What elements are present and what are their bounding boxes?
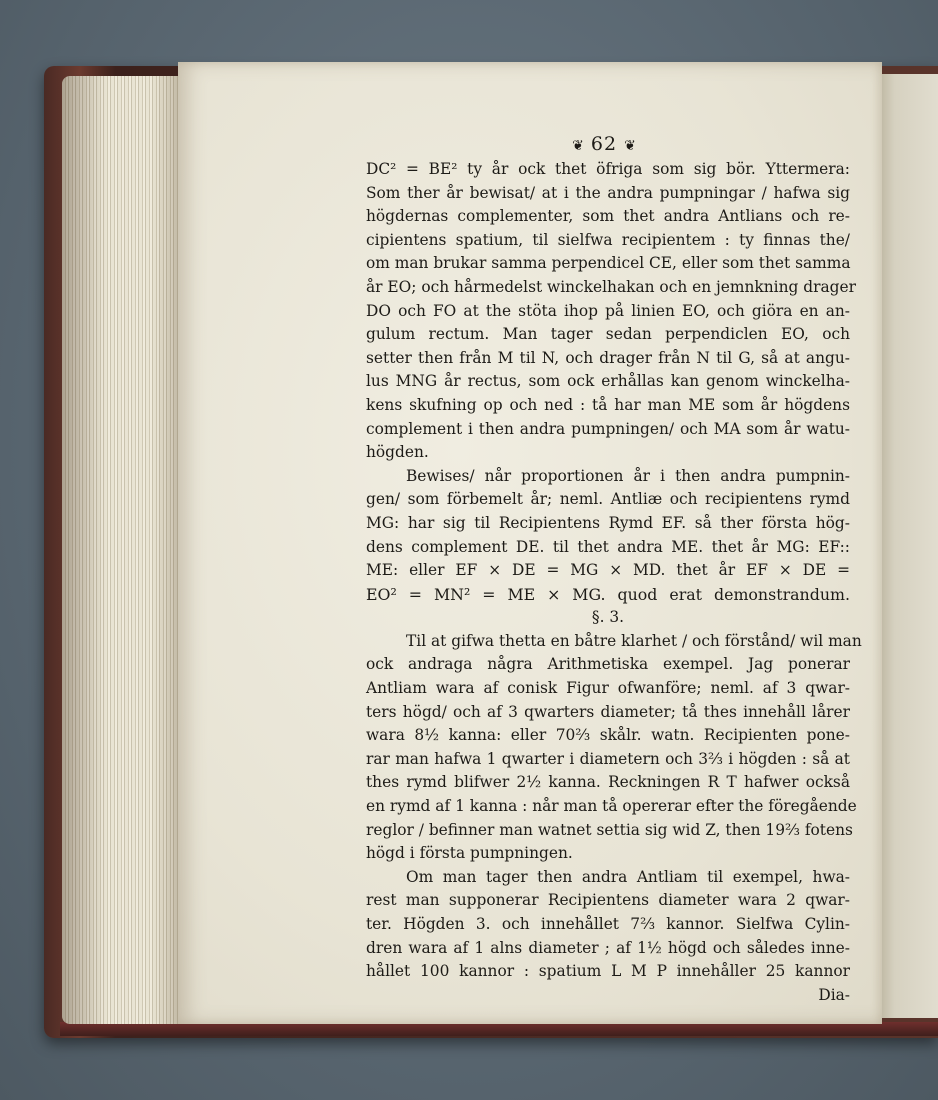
text-line: ter. Högden 3. och innehållet 7⅔ kannor. Sielfwa Cylin- bbox=[366, 915, 850, 933]
text-line: om man brukar samma perpendicel CE, eller som thet samma bbox=[366, 254, 851, 273]
text-line: Til at gifwa thetta en båtre klarhet / och förstånd/ wil man bbox=[406, 631, 862, 650]
text-line: gen/ som förbemelt år; neml. Antliæ och recipientens rymd bbox=[366, 490, 850, 509]
text-line: högden. bbox=[366, 443, 429, 462]
text-line: dren wara af 1 alns diameter ; af 1½ högd och således inne- bbox=[366, 938, 850, 957]
page-number: 62 bbox=[590, 133, 618, 155]
page-text bbox=[366, 130, 862, 1007]
text-line: wara 8½ kanna: eller 70⅔ skålr. watn. Recipienten pone- bbox=[366, 726, 850, 745]
text-line: år EO; och hårmedelst winckelhakan och en jemnkning drager bbox=[366, 277, 856, 296]
text-line: DO och FO at the stöta ihop på linien EO, och giöra en an- bbox=[366, 301, 850, 320]
section-heading: §. 3. bbox=[591, 608, 625, 627]
facing-page bbox=[876, 74, 938, 1018]
text-line: kens skufning op och ned : tå har man ME som år högdens bbox=[366, 395, 850, 414]
text-line: högdernas complementer, som thet andra Antlians och re- bbox=[366, 207, 850, 226]
page-edges-shadow bbox=[62, 76, 190, 1024]
text-line: en rymd af 1 kanna : når man tå opererar efter the föregående bbox=[366, 797, 857, 816]
text-line: högd i första pumpningen. bbox=[366, 844, 573, 863]
text-line: thes rymd blifwer 2½ kanna. Reckningen R T hafwer också bbox=[366, 773, 850, 792]
text-line: Bewises/ når proportionen år i then andra pumpnin- bbox=[406, 466, 850, 485]
text-line: rest man supponerar Recipientens diameter wara 2 qwar- bbox=[366, 891, 850, 910]
text-line: cipientens spatium, til sielfwa recipientem : ty finnas the/ bbox=[366, 230, 850, 249]
text-line: dens complement DE. til thet andra ME. thet år MG: EF:: bbox=[366, 537, 850, 556]
text-line: ters högd/ och af 3 qwarters diameter; tå thes innehåll lårer bbox=[366, 702, 850, 721]
text-line: MG: har sig til Recipientens Rymd EF. så ther första hög- bbox=[366, 513, 850, 532]
text-line: Antliam wara af conisk Figur ofwanföre; neml. af 3 qwar- bbox=[366, 679, 850, 698]
book-cover-edge bbox=[60, 1022, 938, 1036]
text-line: DC² = BE² ty år ock thet öfriga som sig bör. Yttermera: bbox=[366, 160, 850, 178]
text-line: lus MNG år rectus, som ock erhållas kan genom winckelha- bbox=[366, 372, 850, 391]
text-line: gulum rectum. Man tager sedan perpendiclen EO, och bbox=[366, 325, 850, 344]
catchword: Dia- bbox=[818, 985, 850, 1004]
running-head bbox=[358, 130, 850, 158]
text-line: EO² = MN² = ME × MG. quod erat demonstrandum. bbox=[366, 584, 850, 604]
text-line: ock andraga några Arithmetiska exempel. Jag ponerar bbox=[366, 655, 850, 674]
text-line: rar man hafwa 1 qwarter i diametern och 3⅔ i högden : så at bbox=[366, 749, 850, 768]
text-line: setter then från M til N, och drager från N til G, så at angu- bbox=[366, 348, 850, 367]
text-line: Som ther år bewisat/ at i the andra pumpningar / hafwa sig bbox=[366, 183, 850, 202]
text-line: reglor / befinner man watnet settia sig wid Z, then 19⅔ fotens bbox=[366, 820, 853, 839]
ornament-left: ❦ bbox=[572, 138, 584, 154]
ornament-right: ❦ bbox=[624, 138, 636, 154]
text-line: hållet 100 kannor : spatium L M P innehåller 25 kannor bbox=[366, 962, 850, 981]
text-line: Om man tager then andra Antliam til exempel, hwa- bbox=[406, 867, 850, 886]
text-line: ME: eller EF × DE = MG × MD. thet år EF × DE = bbox=[366, 561, 850, 580]
text-line: complement i then andra pumpningen/ och MA som år watu- bbox=[366, 419, 850, 438]
